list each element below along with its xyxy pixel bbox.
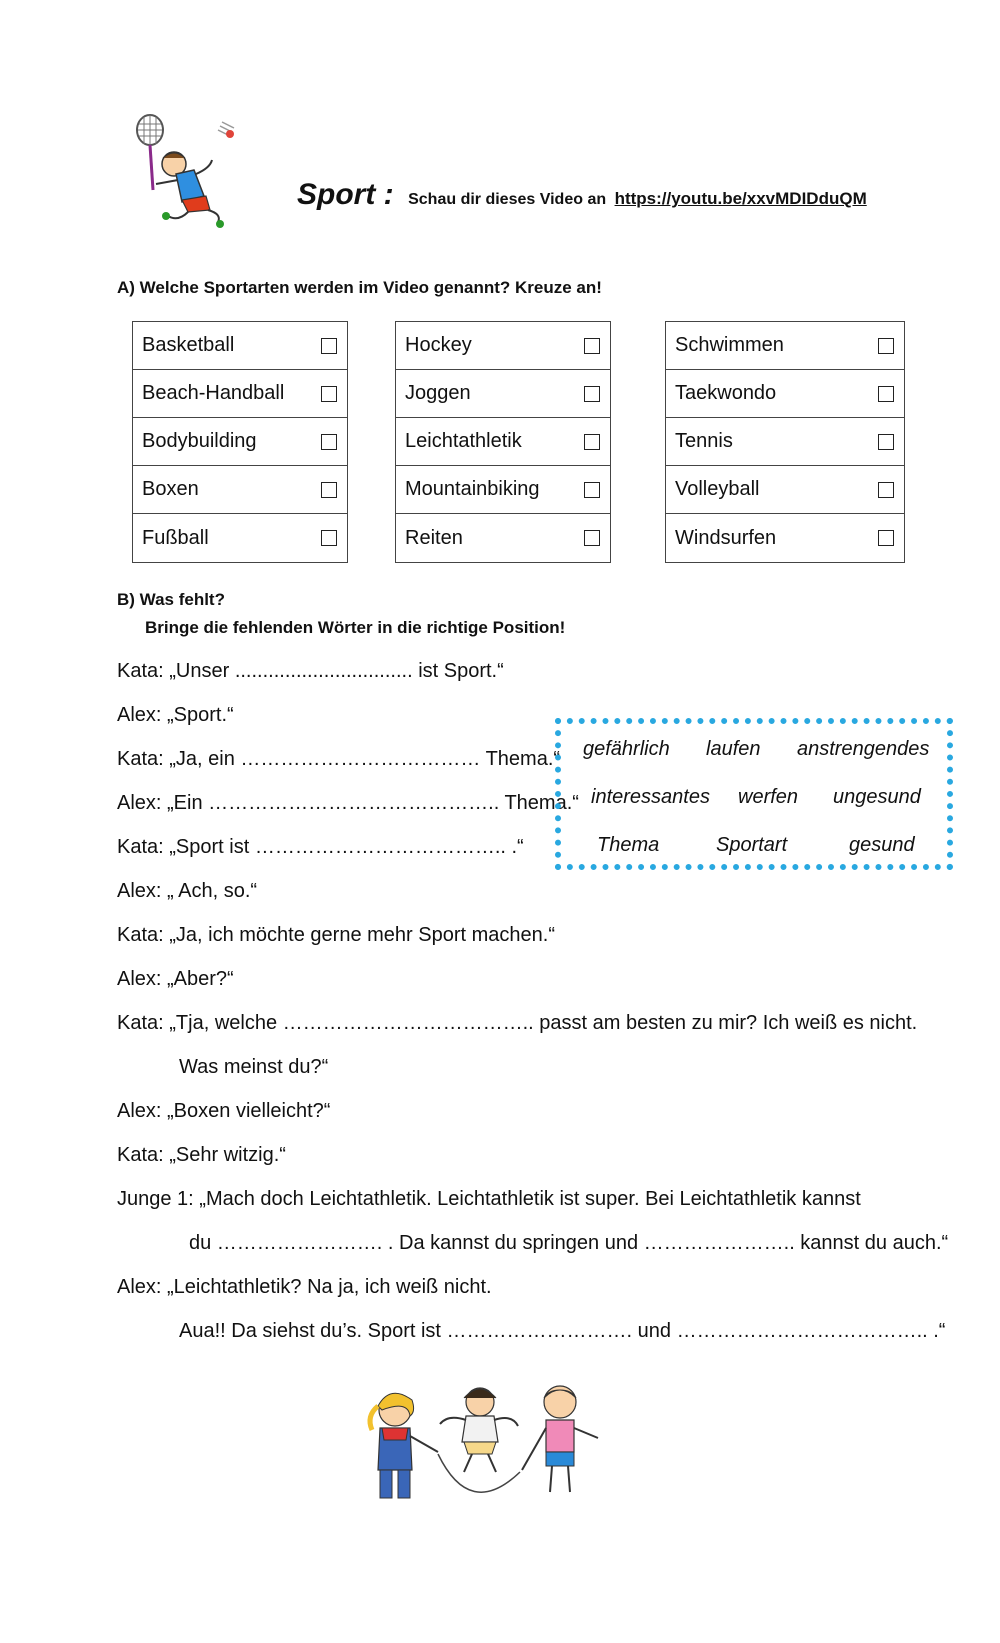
sport-label: Hockey — [405, 334, 472, 356]
section-b-instruction: Bringe die fehlenden Wörter in die richtige Position! — [145, 618, 566, 637]
dialogue-line: Alex: „Boxen vielleicht?“ — [117, 1100, 331, 1122]
sport-row — [396, 418, 610, 466]
sport-label: Beach-Handball — [142, 382, 285, 404]
dialogue-line: Kata: „Ja, ein ……………………………… Thema.“ — [117, 748, 561, 770]
sport-label: Tennis — [675, 430, 733, 452]
word-bank-item: ungesund — [833, 786, 921, 808]
badminton-player-illustration — [130, 112, 250, 232]
dialogue-line: Alex: „Aber?“ — [117, 968, 234, 990]
checkbox[interactable] — [584, 482, 600, 498]
word-bank-item: anstrengendes — [797, 738, 930, 760]
kids-jumping-rope-illustration — [360, 1380, 625, 1505]
checkbox[interactable] — [878, 338, 894, 354]
sport-row — [666, 466, 904, 514]
checkbox[interactable] — [584, 434, 600, 450]
checkbox[interactable] — [321, 386, 337, 402]
dialogue-line: Was meinst du?“ — [179, 1056, 329, 1078]
sport-row — [666, 514, 904, 562]
sport-label: Volleyball — [675, 478, 760, 500]
checkbox[interactable] — [584, 338, 600, 354]
sport-row — [396, 466, 610, 514]
checkbox[interactable] — [878, 530, 894, 546]
section-b-heading: B) Was fehlt? — [117, 590, 225, 609]
sport-row — [666, 322, 904, 370]
word-bank-item: Thema — [597, 834, 660, 856]
sport-row — [396, 370, 610, 418]
checkbox[interactable] — [321, 434, 337, 450]
dialogue-line: Alex: „Ein …………………………………….. Thema.“ — [117, 792, 579, 814]
word-bank-item: Sportart — [716, 834, 788, 856]
sport-row — [666, 370, 904, 418]
dialogue-line: Junge 1: „Mach doch Leichtathletik. Leichtathletik ist super. Bei Leichtathletik kannst — [117, 1188, 861, 1210]
dialogue-line: Kata: „Sehr witzig.“ — [117, 1144, 286, 1166]
section-a-heading: A) Welche Sportarten werden im Video genannt? Kreuze an! — [117, 278, 602, 297]
sport-label: Leichtathletik — [405, 430, 522, 452]
word-bank-item: werfen — [738, 786, 799, 808]
sport-label: Mountainbiking — [405, 478, 540, 500]
sport-label: Boxen — [142, 478, 199, 500]
sport-row — [133, 322, 347, 370]
sport-label: Reiten — [405, 526, 463, 549]
dialogue-line: Kata: „Sport ist ……………………………….. .“ — [117, 836, 524, 858]
dialogue-line: Alex: „Sport.“ — [117, 704, 234, 726]
sport-label: Fußball — [142, 526, 209, 549]
word-bank-item: interessantes — [591, 786, 710, 808]
checkbox[interactable] — [321, 530, 337, 546]
checkbox[interactable] — [878, 434, 894, 450]
sports-table-3 — [665, 321, 905, 563]
dialogue-line: Alex: „Leichtathletik? Na ja, ich weiß nicht. — [117, 1276, 492, 1298]
checkbox[interactable] — [878, 386, 894, 402]
sport-label: Bodybuilding — [142, 430, 257, 452]
checkbox[interactable] — [878, 482, 894, 498]
sport-row — [133, 370, 347, 418]
video-link[interactable]: https://youtu.be/xxvMDIDduQM — [614, 189, 867, 208]
checkbox[interactable] — [321, 482, 337, 498]
word-bank-item: laufen — [706, 738, 761, 760]
sport-label: Windsurfen — [675, 526, 777, 549]
sport-label: Joggen — [405, 382, 471, 404]
sport-row — [133, 514, 347, 562]
dialogue-line: Kata: „Unser ................................ ist Sport.“ — [117, 660, 504, 682]
sport-row — [133, 466, 347, 514]
sport-label: Schwimmen — [675, 334, 784, 356]
checkbox[interactable] — [584, 530, 600, 546]
word-bank — [555, 718, 953, 870]
header — [297, 178, 867, 212]
dialogue-line: du ……………………. . Da kannst du springen und ………………….. kannst du auch.“ — [189, 1232, 949, 1254]
sport-label: Taekwondo — [675, 382, 777, 404]
sports-table-2 — [395, 321, 611, 563]
page-title: Sport : — [297, 178, 394, 211]
sport-row — [396, 514, 610, 562]
word-bank-item: gefährlich — [583, 738, 670, 760]
checkbox[interactable] — [321, 338, 337, 354]
dialogue-line: Kata: „Tja, welche ……………………………….. passt am besten zu mir? Ich weiß es nicht. — [117, 1012, 918, 1034]
sport-row — [666, 418, 904, 466]
sport-label: Basketball — [142, 334, 235, 356]
dialogue-line: Aua!! Da siehst du’s. Sport ist ………………………. und ……………………………….. .“ — [179, 1320, 946, 1342]
sport-row — [396, 322, 610, 370]
dialogue-line: Kata: „Ja, ich möchte gerne mehr Sport machen.“ — [117, 924, 555, 946]
sports-table-1 — [132, 321, 348, 563]
sport-row — [133, 418, 347, 466]
checkbox[interactable] — [584, 386, 600, 402]
subtitle: Schau dir dieses Video an — [408, 191, 607, 208]
word-bank-item: gesund — [849, 834, 915, 856]
dialogue-line: Alex: „ Ach, so.“ — [117, 880, 258, 902]
